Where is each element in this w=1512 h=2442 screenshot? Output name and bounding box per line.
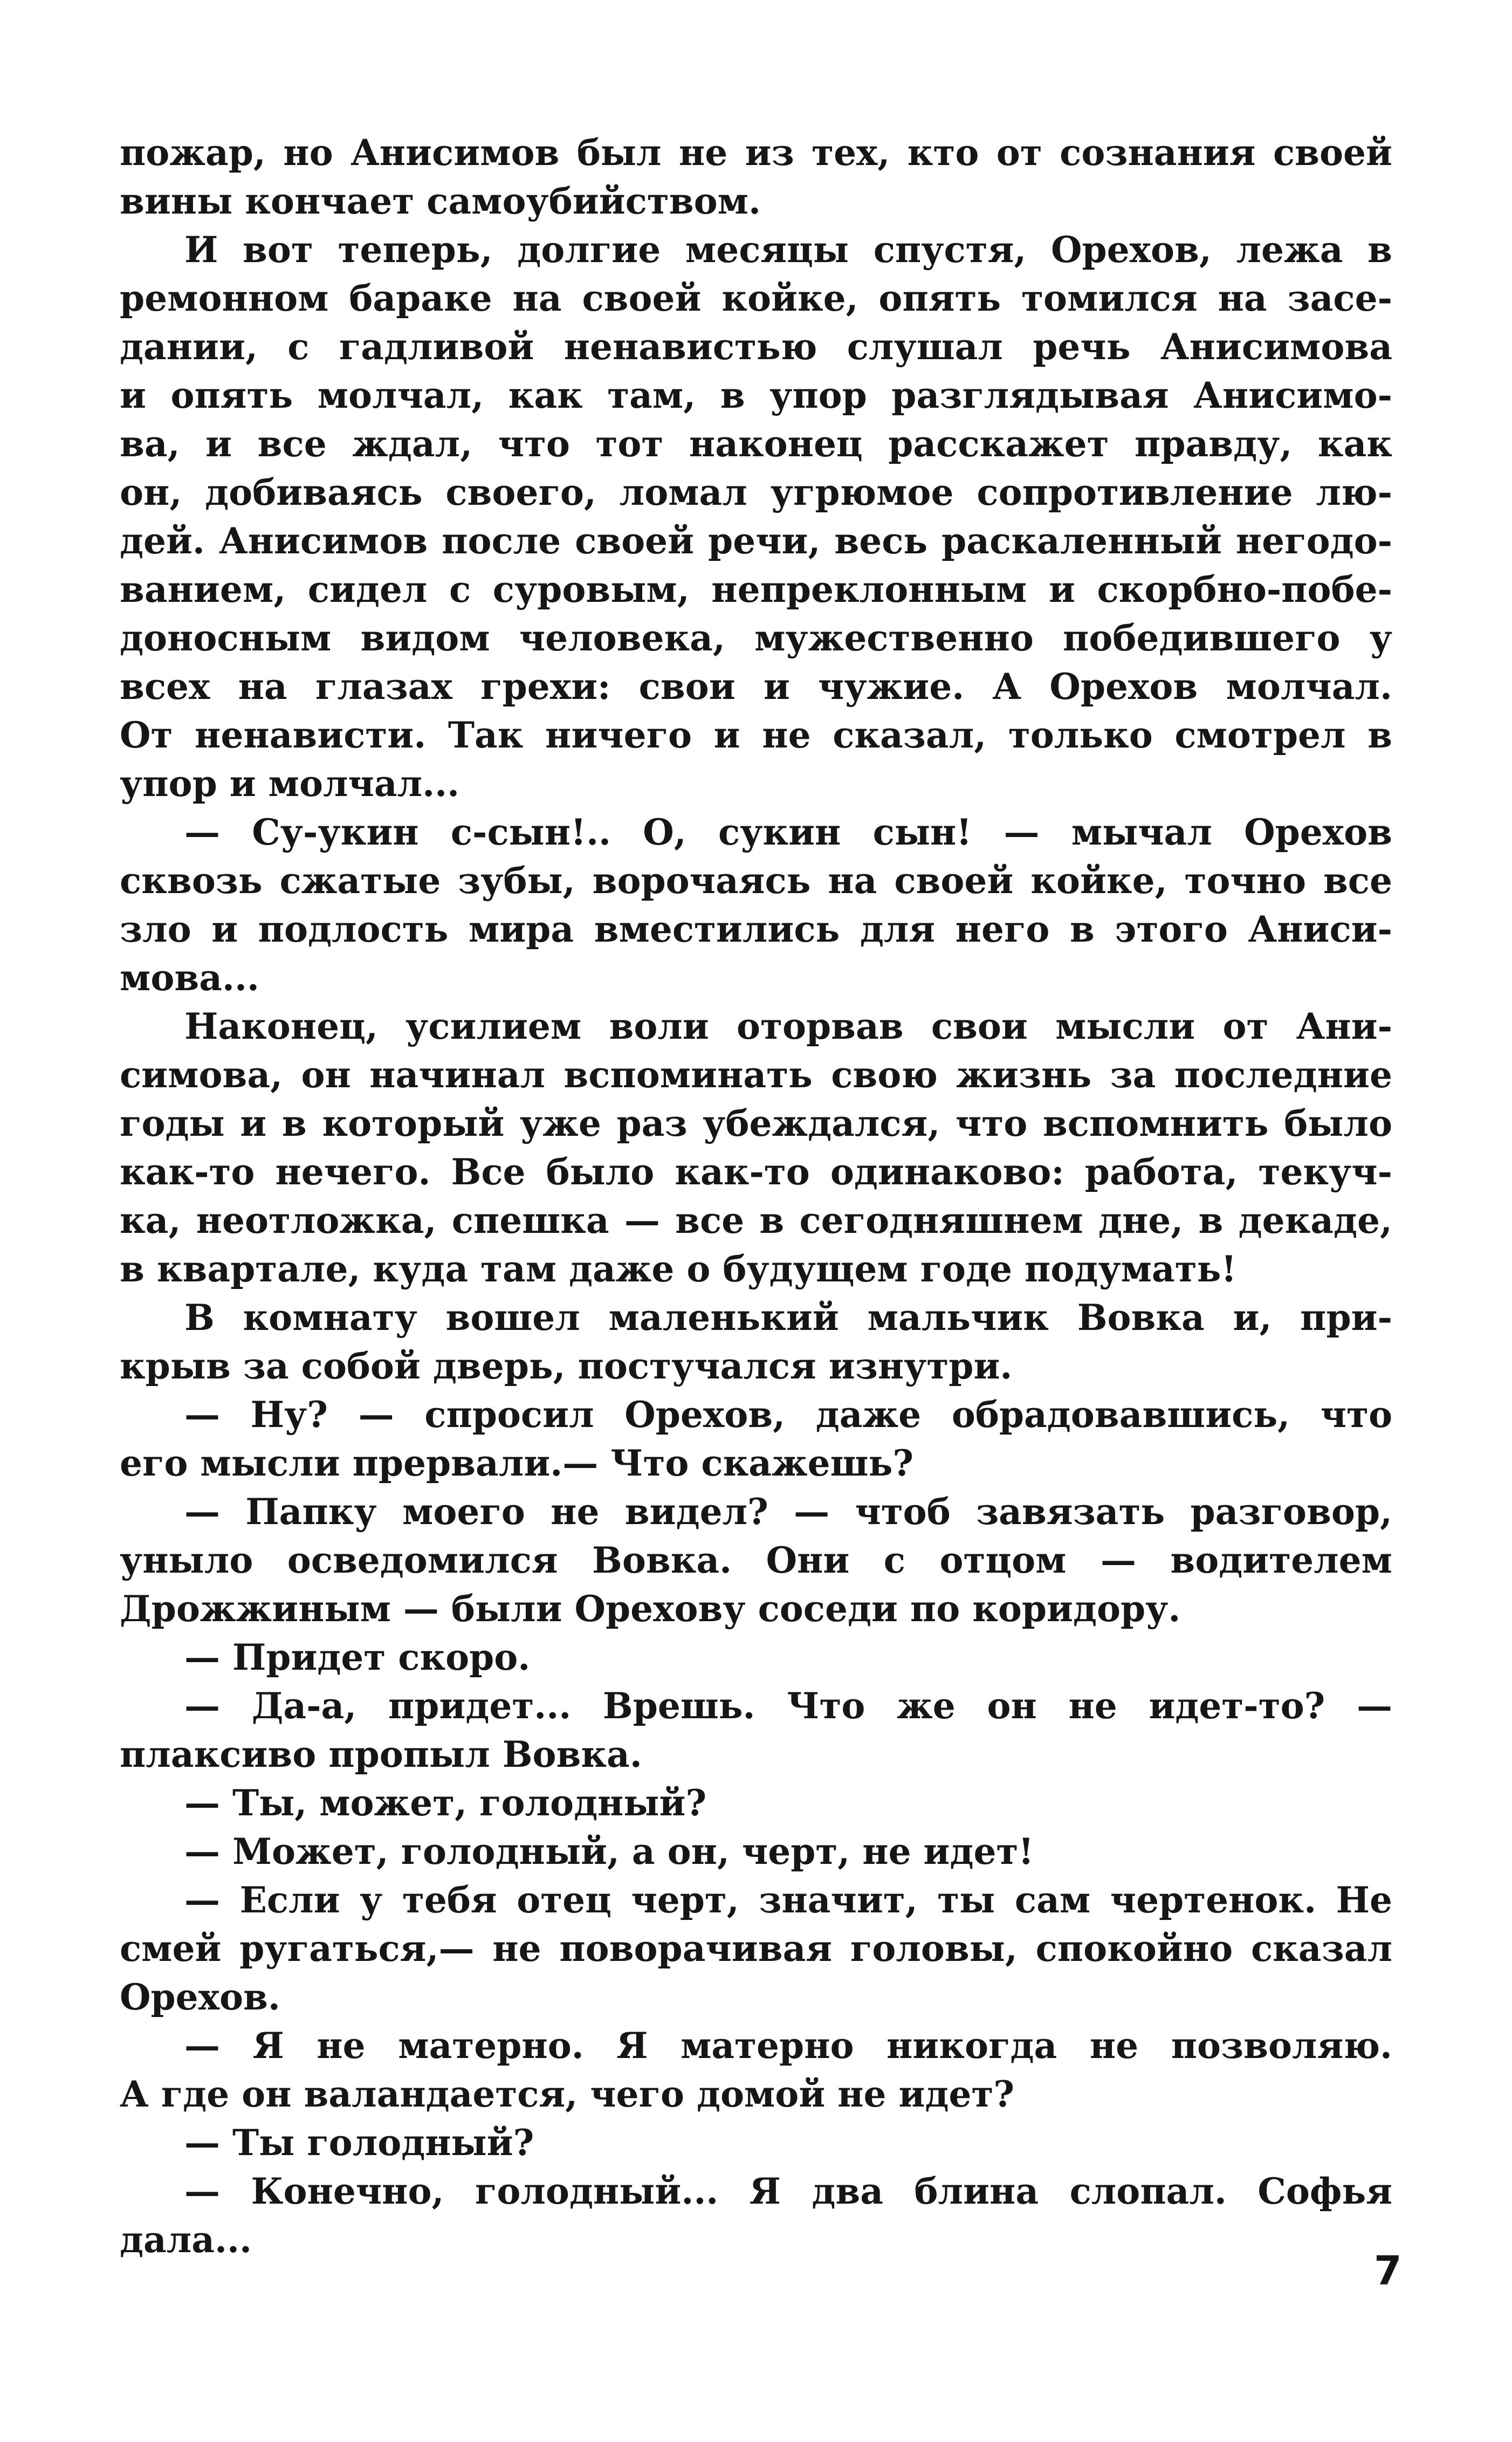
text-line: дей. Анисимов после своей речи, весь раскаленный негодо-	[120, 520, 1392, 562]
text-line: ремонном бараке на своей койке, опять томился на засе-	[120, 277, 1392, 319]
text-line: как-то нечего. Все было как-то одинаково: работа, текуч-	[120, 1151, 1392, 1193]
text-line: И вот теперь, долгие месяцы спустя, Орехов, лежа в	[184, 229, 1392, 271]
text-line: зло и подлость мира вместились для него в этого Аниси-	[120, 908, 1392, 950]
text-line: А где он валандается, чего домой не идет?	[120, 2073, 1015, 2115]
text-line: Орехов.	[120, 1976, 280, 2018]
text-line: — Конечно, голодный... Я два блина слопал. Софья	[184, 2170, 1392, 2212]
text-line: упор и молчал...	[120, 763, 460, 805]
text-line: и опять молчал, как там, в упор разглядывая Анисимо-	[120, 374, 1392, 416]
text-line: — Если у тебя отец черт, значит, ты сам чертенок. Не	[184, 1879, 1392, 1921]
text-line: в квартале, куда там даже о будущем годе подумать!	[120, 1248, 1237, 1290]
text-line: ванием, сидел с суровым, непреклонным и скорбно-побе-	[120, 568, 1392, 610]
text-line: смей ругаться,— не поворачивая головы, спокойно сказал	[120, 1927, 1392, 1970]
text-line: дании, с гадливой ненавистью слушал речь Анисимова	[120, 326, 1392, 368]
text-line: вины кончает самоубийством.	[120, 180, 761, 222]
text-line: всех на глазах грехи: свои и чужие. А Орехов молчал.	[120, 666, 1392, 708]
page-number: 7	[1374, 2248, 1402, 2294]
text-line: пожар, но Анисимов был не из тех, кто от сознания своей	[120, 132, 1392, 174]
text-line: В комнату вошел маленький мальчик Вовка и, при-	[184, 1297, 1392, 1339]
text-line: крыв за собой дверь, постучался изнутри.	[120, 1345, 1013, 1387]
text-line: дала...	[120, 2219, 252, 2261]
text-line: уныло осведомился Вовка. Они с отцом — водителем	[120, 1539, 1392, 1581]
text-line: — Ну? — спросил Орехов, даже обрадовавшись, что	[184, 1394, 1392, 1436]
text-line: мова...	[120, 957, 259, 999]
text-line: — Может, голодный, а он, черт, не идет!	[184, 1830, 1034, 1872]
text-line: годы и в который уже раз убеждался, что вспомнить было	[120, 1102, 1392, 1144]
text-line: — Ты голодный?	[184, 2122, 534, 2164]
text-line: плаксиво пропыл Вовка.	[120, 1733, 642, 1775]
text-line: симова, он начинал вспоминать свою жизнь за последние	[120, 1054, 1392, 1096]
text-line: — Су-укин с-сын!.. О, сукин сын! — мычал Орехов	[184, 811, 1392, 853]
text-line: От ненависти. Так ничего и не сказал, только смотрел в	[120, 714, 1392, 756]
text-line: — Придет скоро.	[184, 1636, 531, 1678]
text-line: Наконец, усилием воли оторвав свои мысли от Ани-	[184, 1005, 1392, 1047]
text-line: доносным видом человека, мужественно победившего у	[120, 617, 1392, 659]
text-line: — Да-а, придет... Врешь. Что же он не идет-то? —	[184, 1685, 1392, 1727]
text-line: Дрожжиным — были Орехову соседи по коридору.	[120, 1588, 1181, 1630]
text-line: он, добиваясь своего, ломал угрюмое сопротивление лю-	[120, 471, 1392, 513]
text-line: ка, неотложка, спешка — все в сегодняшнем дне, в декаде,	[120, 1199, 1392, 1241]
body-text	[120, 128, 1392, 2264]
text-line: ва, и все ждал, что тот наконец расскажет правду, как	[120, 423, 1392, 465]
text-line: его мысли прервали.— Что скажешь?	[120, 1442, 914, 1484]
text-line: — Ты, может, голодный?	[184, 1782, 707, 1824]
text-line: — Папку моего не видел? — чтоб завязать разговор,	[184, 1491, 1392, 1533]
text-line: — Я не матерно. Я матерно никогда не позволяю.	[184, 2025, 1392, 2067]
text-line: сквозь сжатые зубы, ворочаясь на своей койке, точно все	[120, 860, 1392, 902]
